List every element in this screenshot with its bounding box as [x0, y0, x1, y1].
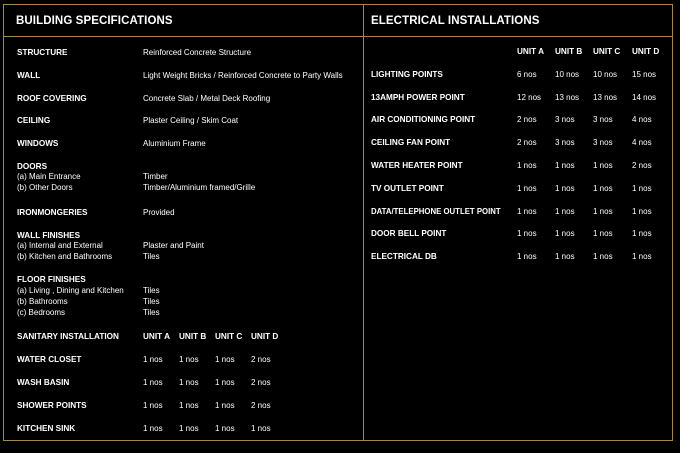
- spec-label: FLOOR FINISHES: [17, 275, 86, 284]
- unit-header: UNIT B: [179, 332, 207, 341]
- electrical-cell: 1 nos: [593, 207, 613, 216]
- electrical-cell: 3 nos: [593, 138, 613, 147]
- spec-sub-label: (b) Other Doors: [17, 183, 73, 192]
- electrical-cell: 1 nos: [632, 229, 652, 238]
- electrical-cell: 2 nos: [632, 161, 652, 170]
- electrical-cell: 15 nos: [632, 70, 657, 79]
- electrical-row-label: 13AMPH POWER POINT: [371, 93, 465, 102]
- spec-value: Tiles: [143, 297, 160, 306]
- sanitary-row-label: SHOWER POINTS: [17, 401, 87, 410]
- spec-panel: [3, 4, 673, 441]
- sanitary-row-label: WASH BASIN: [17, 378, 70, 387]
- sanitary-cell: 1 nos: [143, 355, 163, 364]
- electrical-cell: 10 nos: [593, 70, 618, 79]
- electrical-row-label: AIR CONDITIONING POINT: [371, 115, 476, 124]
- spec-value: Reinforced Concrete Structure: [143, 48, 252, 57]
- unit-header: UNIT A: [143, 332, 170, 341]
- electrical-cell: 1 nos: [517, 207, 537, 216]
- electrical-cell: 1 nos: [632, 252, 652, 261]
- unit-header: UNIT C: [215, 332, 243, 341]
- sanitary-row-label: KITCHEN SINK: [17, 424, 76, 433]
- sanitary-cell: 1 nos: [215, 355, 235, 364]
- electrical-cell: 4 nos: [632, 115, 652, 124]
- sanitary-cell: 1 nos: [143, 424, 163, 433]
- spec-value: Timber/Aluminium framed/Grille: [143, 183, 256, 192]
- electrical-cell: 4 nos: [632, 138, 652, 147]
- electrical-cell: 2 nos: [517, 138, 537, 147]
- spec-value: Tiles: [143, 308, 160, 317]
- sanitary-label: SANITARY INSTALLATION: [17, 332, 119, 341]
- electrical-cell: 1 nos: [517, 161, 537, 170]
- electrical-cell: 3 nos: [555, 138, 575, 147]
- spec-value: Concrete Slab / Metal Deck Roofing: [143, 94, 271, 103]
- building-title: BUILDING SPECIFICATIONS: [16, 15, 173, 27]
- electrical-cell: 1 nos: [555, 184, 575, 193]
- sanitary-cell: 1 nos: [179, 355, 199, 364]
- electrical-cell: 1 nos: [517, 184, 537, 193]
- electrical-cell: 3 nos: [593, 115, 613, 124]
- unit-header: UNIT D: [632, 47, 660, 56]
- sanitary-cell: 1 nos: [215, 378, 235, 387]
- electrical-cell: 1 nos: [632, 207, 652, 216]
- electrical-cell: 1 nos: [555, 161, 575, 170]
- spec-sub-label: (c) Bedrooms: [17, 308, 66, 317]
- electrical-cell: 13 nos: [593, 93, 618, 102]
- spec-value: Aluminium Frame: [143, 139, 206, 148]
- sanitary-cell: 1 nos: [143, 401, 163, 410]
- spec-sub-label: (a) Living , Dining and Kitchen: [17, 286, 124, 295]
- unit-header: UNIT B: [555, 47, 583, 56]
- electrical-cell: 1 nos: [517, 252, 537, 261]
- sanitary-cell: 2 nos: [251, 401, 271, 410]
- electrical-row-label: CEILING FAN POINT: [371, 138, 451, 147]
- header-divider: [4, 36, 672, 37]
- sanitary-cell: 1 nos: [215, 401, 235, 410]
- electrical-row-label: ELECTRICAL DB: [371, 252, 437, 261]
- electrical-cell: 13 nos: [555, 93, 580, 102]
- column-divider: [363, 5, 364, 440]
- electrical-cell: 1 nos: [555, 252, 575, 261]
- electrical-cell: 1 nos: [593, 161, 613, 170]
- electrical-cell: 1 nos: [593, 184, 613, 193]
- electrical-title: ELECTRICAL INSTALLATIONS: [371, 15, 540, 27]
- spec-value: Tiles: [143, 252, 160, 261]
- sanitary-cell: 1 nos: [143, 378, 163, 387]
- unit-header: UNIT A: [517, 47, 544, 56]
- electrical-cell: 10 nos: [555, 70, 580, 79]
- electrical-cell: 1 nos: [632, 184, 652, 193]
- spec-label: CEILING: [17, 116, 51, 125]
- sanitary-cell: 1 nos: [179, 424, 199, 433]
- sanitary-cell: 2 nos: [251, 355, 271, 364]
- sanitary-cell: 1 nos: [215, 424, 235, 433]
- electrical-cell: 1 nos: [555, 207, 575, 216]
- spec-sub-label: (b) Bathrooms: [17, 297, 68, 306]
- spec-sub-label: (b) Kitchen and Bathrooms: [17, 252, 113, 261]
- electrical-row-label: DOOR BELL POINT: [371, 229, 447, 238]
- spec-label: STRUCTURE: [17, 48, 68, 57]
- electrical-row-label: LIGHTING POINTS: [371, 70, 443, 79]
- electrical-row-label: TV OUTLET POINT: [371, 184, 444, 193]
- spec-value: Provided: [143, 208, 175, 217]
- sanitary-cell: 2 nos: [251, 378, 271, 387]
- electrical-cell: 1 nos: [517, 229, 537, 238]
- spec-value: Tiles: [143, 286, 160, 295]
- electrical-cell: 14 nos: [632, 93, 657, 102]
- electrical-row-label: DATA/TELEPHONE OUTLET POINT: [371, 207, 501, 216]
- spec-value: Light Weight Bricks / Reinforced Concrete to Party Walls: [143, 71, 343, 80]
- electrical-cell: 3 nos: [555, 115, 575, 124]
- sanitary-cell: 1 nos: [179, 378, 199, 387]
- electrical-cell: 1 nos: [593, 252, 613, 261]
- spec-sub-label: (a) Main Entrance: [17, 172, 81, 181]
- spec-label: WINDOWS: [17, 139, 59, 148]
- spec-value: Plaster and Paint: [143, 241, 204, 250]
- sanitary-row-label: WATER CLOSET: [17, 355, 82, 364]
- spec-label: WALL: [17, 71, 41, 80]
- electrical-cell: 2 nos: [517, 115, 537, 124]
- unit-header: UNIT C: [593, 47, 621, 56]
- electrical-row-label: WATER HEATER POINT: [371, 161, 463, 170]
- electrical-cell: 1 nos: [593, 229, 613, 238]
- spec-label: ROOF COVERING: [17, 94, 87, 103]
- spec-label: IRONMONGERIES: [17, 208, 88, 217]
- electrical-cell: 12 nos: [517, 93, 542, 102]
- spec-label: WALL FINISHES: [17, 231, 81, 240]
- spec-value: Timber: [143, 172, 168, 181]
- electrical-cell: 1 nos: [555, 229, 575, 238]
- sanitary-cell: 1 nos: [179, 401, 199, 410]
- electrical-cell: 6 nos: [517, 70, 537, 79]
- spec-value: Plaster Ceiling / Skim Coat: [143, 116, 239, 125]
- spec-label: DOORS: [17, 162, 48, 171]
- sanitary-cell: 1 nos: [251, 424, 271, 433]
- spec-sub-label: (a) Internal and External: [17, 241, 103, 250]
- unit-header: UNIT D: [251, 332, 279, 341]
